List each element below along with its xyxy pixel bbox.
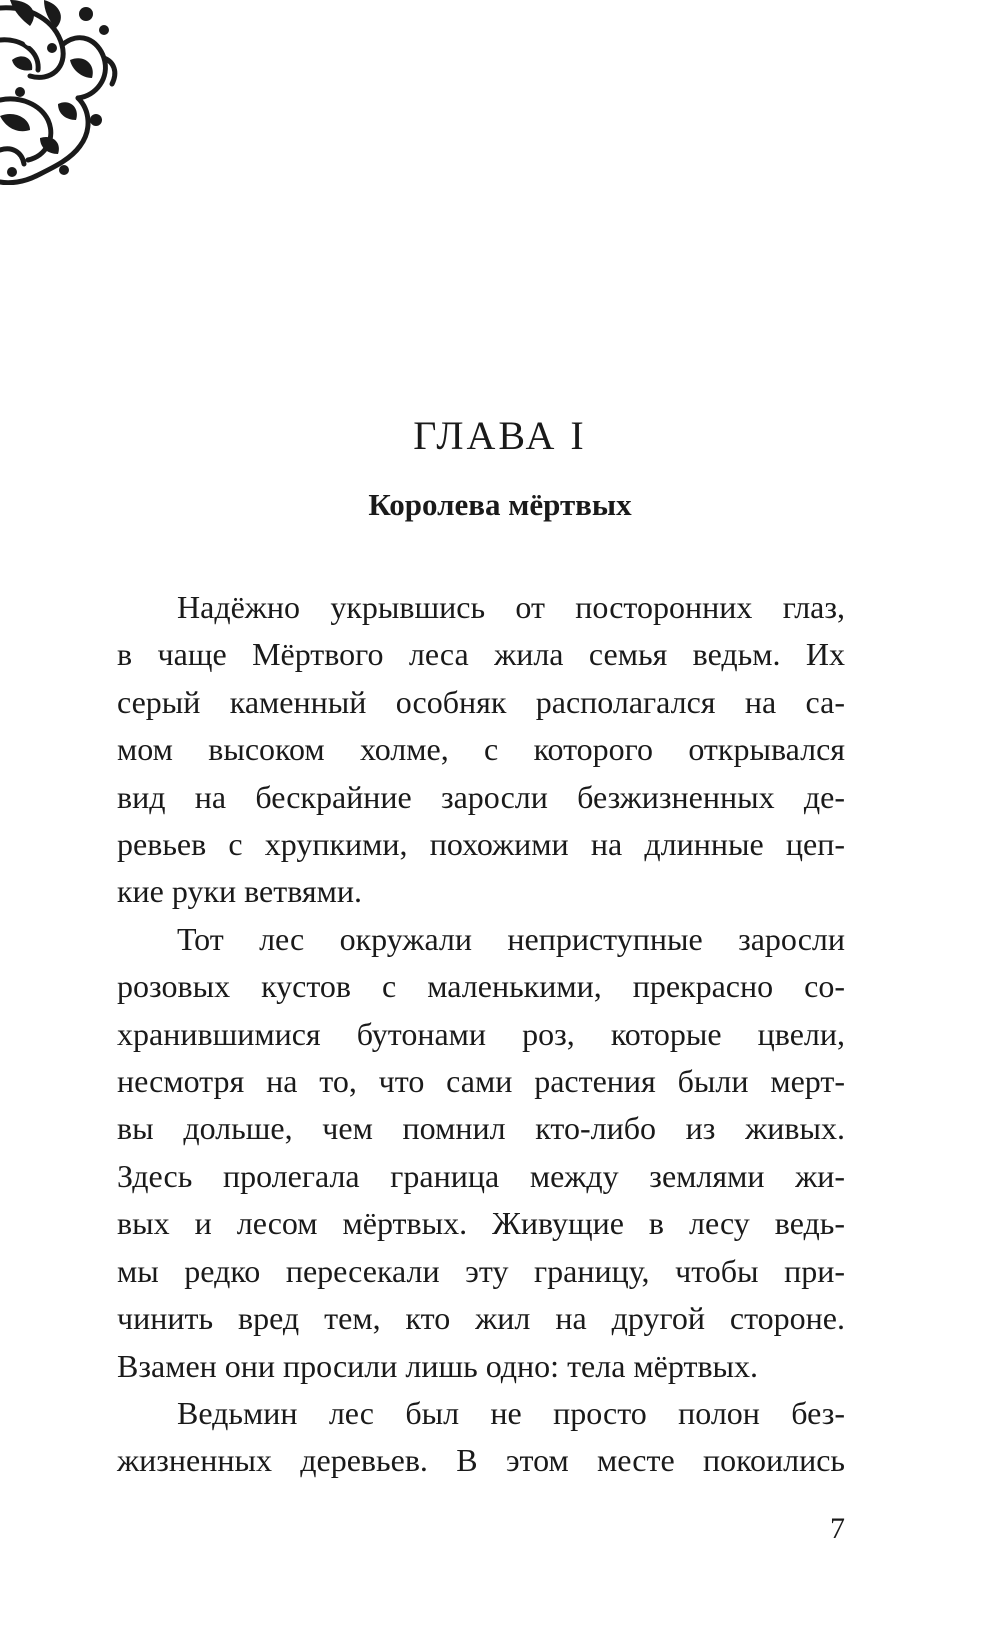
paragraph [117, 1390, 845, 1485]
text-line: Взамен они просили лишь одно: тела мёртвых. [117, 1347, 759, 1384]
text-line: вых и лесом мёртвых. Живущие в лесу ведь- [117, 1205, 845, 1242]
paragraph [117, 916, 845, 1390]
text-line: розовых кустов с маленькими, прекрасно со- [117, 968, 845, 1005]
text-line: Здесь пролегала граница между землями жи- [117, 1157, 845, 1194]
text-line: Надёжно укрывшись от посторонних глаз, [177, 589, 845, 625]
text-line: вы дольше, чем помнил кто-либо из живых. [117, 1110, 845, 1147]
text-line: ревьев с хрупкими, похожими на длинные цеп- [117, 826, 845, 863]
text-line: чинить вред тем, кто жил на другой стороне. [117, 1300, 845, 1337]
page-number: 7 [830, 1512, 845, 1545]
text-line: в чаще Мёртвого леса жила семья ведьм. Их [117, 636, 845, 673]
text-line: серый каменный особняк располагался на са- [117, 683, 845, 720]
paragraph [117, 584, 845, 916]
text-line: кие руки ветвями. [117, 873, 363, 910]
corner-ornament-icon [0, 0, 120, 185]
text-line: несмотря на то, что сами растения были мерт- [117, 1063, 845, 1100]
text-line: хранившимися бутонами роз, которые цвели, [117, 1015, 845, 1052]
chapter-heading: ГЛАВА I [413, 413, 587, 458]
chapter-title: Королева мёртвых [368, 487, 632, 522]
text-line: жизненных деревьев. В этом месте покоились [117, 1442, 845, 1479]
text-line: Ведьмин лес был не просто полон без- [177, 1394, 845, 1431]
text-line: вид на бескрайние заросли безжизненных де- [117, 778, 845, 815]
text-line: Тот лес окружали неприступные заросли [177, 920, 845, 957]
text-line: мом высоком холме, с которого открывался [117, 731, 845, 768]
text-line: мы редко пересекали эту границу, чтобы при- [117, 1252, 845, 1289]
body-text [117, 584, 845, 1485]
